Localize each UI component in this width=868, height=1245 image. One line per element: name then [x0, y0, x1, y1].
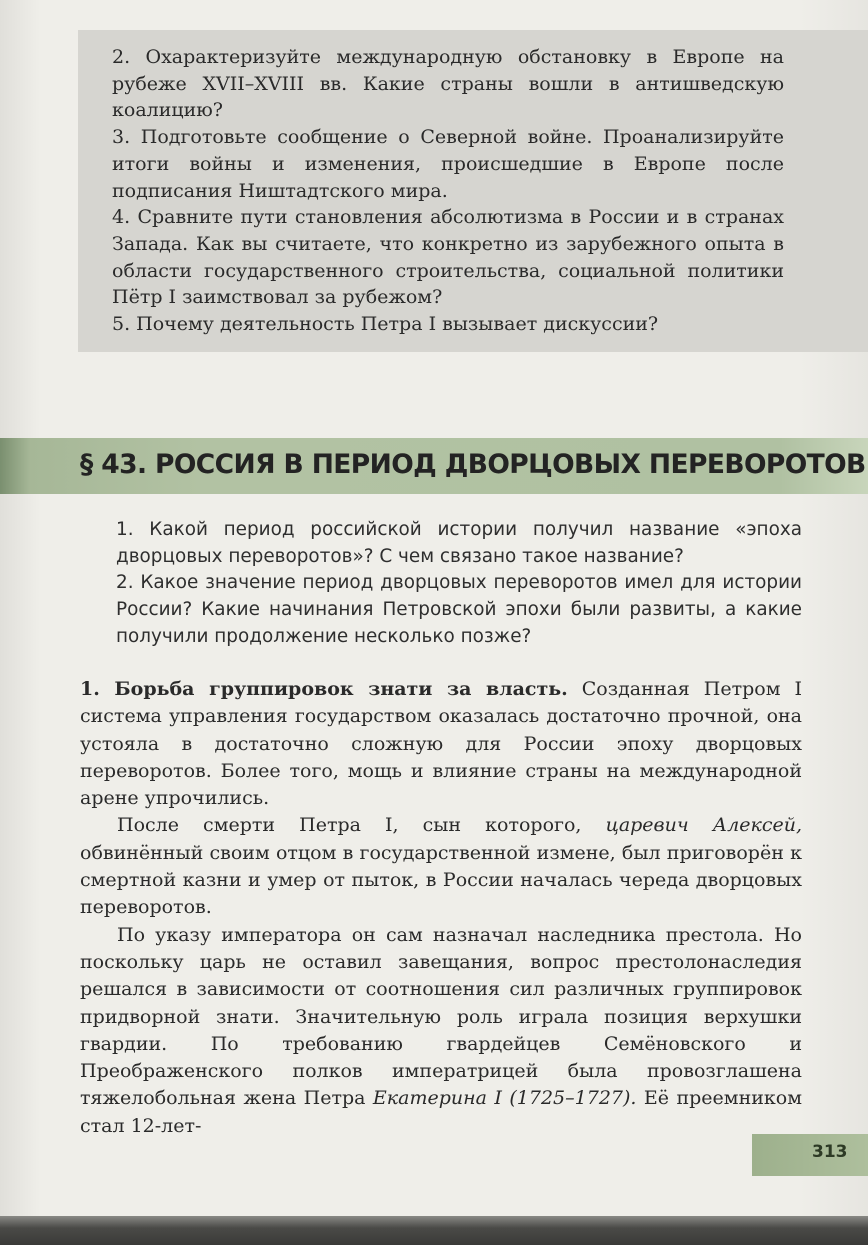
body-paragraph-1 — [80, 676, 802, 812]
intro-question-1: 1. Какой период российской истории получил название «эпоха дворцовых переворотов»? С чем связано такое название? — [116, 519, 802, 567]
body-text — [80, 676, 802, 1140]
paragraph-2-emphasis: царевич Алексей, — [605, 814, 802, 837]
paragraph-2-text-a: После смерти Петра I, сын которого, — [117, 814, 606, 837]
paragraph-1-text: Созданная Петром I система управления государством оказалась достаточно прочной, она устояла в достаточно сложную для России эпоху дворцовых переворотов. Более того, мощь и влияние страны на международной арене упрочились. — [80, 678, 802, 810]
intro-questions-list — [116, 517, 802, 651]
review-question-2: 2. Охарактеризуйте международную обстановку в Европе на рубеже XVII–XVIII вв. Какие страны вошли в антишведскую коалицию? — [112, 46, 784, 122]
review-question-4: 4. Сравните пути становления абсолютизма в России и в странах Запада. Как вы считаете, что конкретно из зарубежного опыта в области государственного строительства, социальной политики Пётр I заимствовал за рубежом? — [112, 206, 784, 309]
subheading: 1. Борьба группировок знати за власть. — [80, 678, 568, 700]
paragraph-3-emphasis: Екатерина I (1725–1727). — [372, 1087, 637, 1110]
paragraph-2-text-b: обвинённый своим отцом в государственной измене, был приговорён к смертной казни и умер от пыток, в России началась череда дворцовых переворотов. — [80, 841, 802, 919]
page-number-tab — [752, 1134, 868, 1176]
paragraph-3-text-a: По указу императора он сам назначал наследника престола. Но поскольку царь не оставил завещания, вопрос престолонаследия решался в зависимости от соотношения сил различных группировок придворной знати. Значительную роль играла позиция верхушки гвардии. По требованию гвардейцев Семёновского и Преображенского полков императрицей была провозглашена тяжелобольная жена Петра — [80, 923, 802, 1110]
section-title: § 43. РОССИЯ В ПЕРИОД ДВОРЦОВЫХ ПЕРЕВОРОТОВ — [80, 449, 866, 480]
body-paragraph-2 — [80, 812, 802, 921]
page-number: 313 — [812, 1142, 848, 1162]
review-question-3: 3. Подготовьте сообщение о Северной войне. Проанализируйте итоги войны и изменения, происшедшие в Европе после подписания Ништадтского мира. — [112, 126, 784, 202]
review-questions-list — [112, 44, 784, 338]
body-paragraph-3 — [80, 922, 802, 1140]
review-question-5: 5. Почему деятельность Петра I вызывает дискуссии? — [112, 313, 659, 336]
intro-question-2: 2. Какое значение период дворцовых переворотов имел для истории России? Какие начинания Петровской эпохи были развиты, а какие получили продолжение несколько позже? — [116, 572, 802, 647]
paragraph-3-text-b: Её преемником стал 12-лет- — [80, 1087, 802, 1137]
scan-bottom-edge — [0, 1216, 868, 1245]
